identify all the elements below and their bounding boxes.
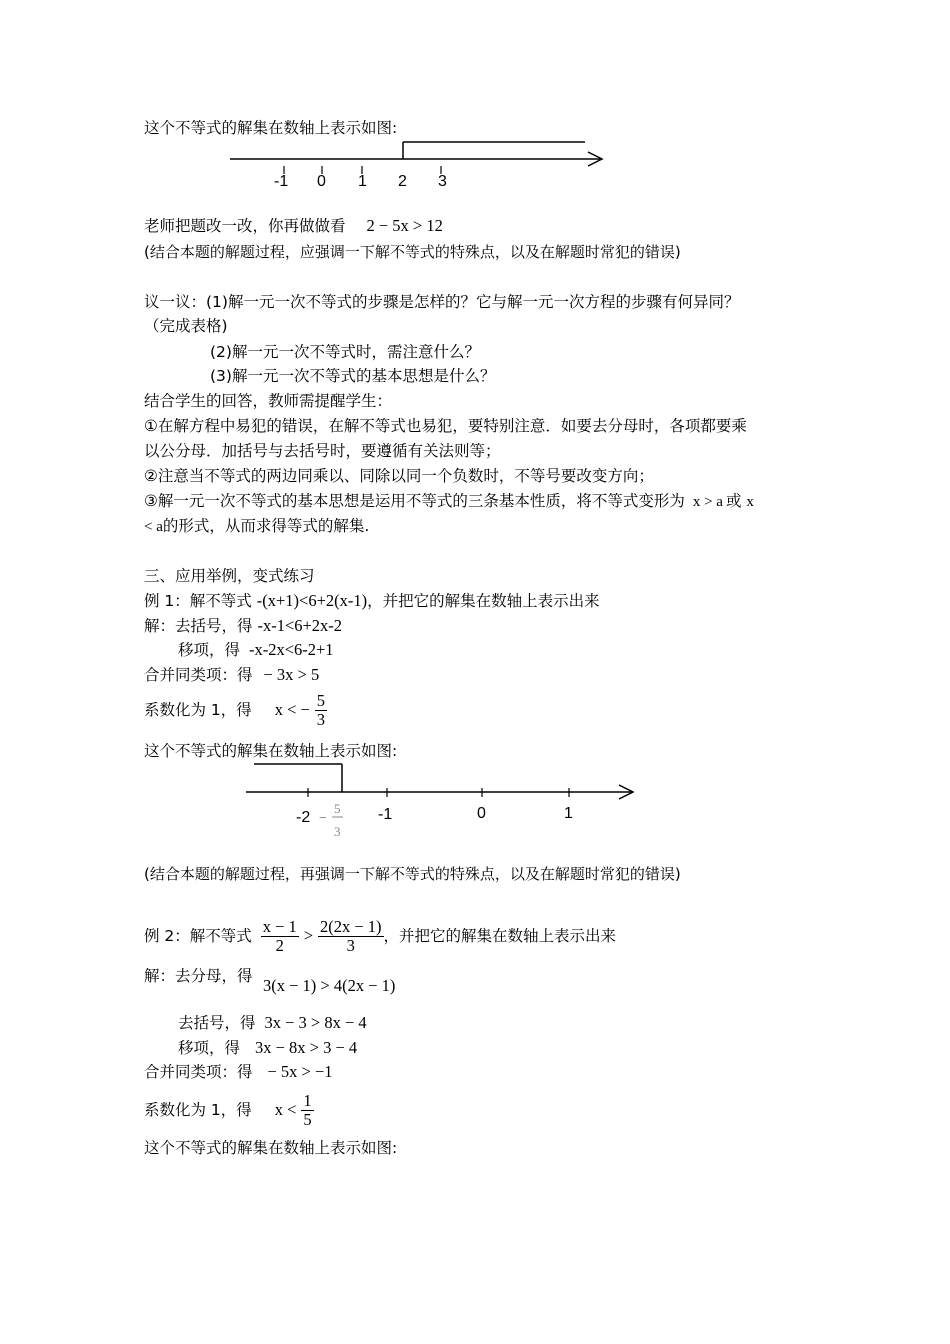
ex2-step2 xyxy=(178,1013,367,1033)
discuss-q1: 议一议：(1)解一元一次不等式的步骤是怎样的？它与解一元一次方程的步骤有何异同？ xyxy=(144,293,740,311)
ex2-step4 xyxy=(144,1062,333,1082)
discuss-q1-cont: （完成表格) xyxy=(144,317,228,335)
p3-or: 或 xyxy=(725,492,742,510)
p3-expr1: x > a xyxy=(692,494,723,510)
ex2-op: > xyxy=(303,926,314,945)
ex1-step4-frac xyxy=(315,692,327,729)
tick-label-0-b: 0 xyxy=(477,805,486,822)
ex1-step2-label: 移项，得 xyxy=(178,641,241,659)
tick-label-1: 1 xyxy=(358,173,367,190)
ex2-step4-label: 合并同类项：得 xyxy=(144,1063,253,1081)
ex2-step5-frac xyxy=(301,1092,313,1129)
ex1-step4-den: 3 xyxy=(316,710,326,729)
ex2-step5-num: 1 xyxy=(303,1091,312,1110)
ex2-step4-expr: − 5x > −1 xyxy=(267,1062,333,1081)
ex2-line xyxy=(144,914,616,958)
intro-note: (结合本题的解题过程，应强调一下解不等式的特殊点，以及在解题时常犯的错误) xyxy=(144,243,681,261)
tick-label-neg1: -1 xyxy=(274,173,289,190)
ex2-step1-expr: 3(x − 1) > 4(2x − 1) xyxy=(263,976,396,995)
tick-label-3: 3 xyxy=(438,173,447,190)
ex1-expr: -(x+1)<6+2(x-1) xyxy=(256,591,368,610)
tick-label-neg2: -2 xyxy=(296,809,311,826)
discuss-p1a: ①在解方程中易犯的错误，在解不等式也易犯，要特别注意．如要去分母时，各项都要乘 xyxy=(144,417,747,435)
ex2-tail: ，并把它的解集在数轴上表示出来 xyxy=(383,927,617,945)
ex1-step3-expr: − 3x > 5 xyxy=(263,665,320,684)
ex2-rhs-num: 2(2x − 1) xyxy=(319,917,382,936)
ex1-step2-expr: -x-2x<6-2+1 xyxy=(248,640,334,659)
ex2-step5-lhs: x < xyxy=(274,1100,297,1119)
ex1-step2 xyxy=(178,640,334,660)
ex2-rhs-frac xyxy=(318,918,384,955)
ex2-step3 xyxy=(178,1038,357,1058)
change-line xyxy=(144,216,443,236)
ex2-step2-expr: 3x − 3 > 8x − 4 xyxy=(264,1013,367,1032)
discuss-p3a-line xyxy=(144,491,754,512)
ex2-rhs-den: 3 xyxy=(346,936,355,955)
section3-title: 三、应用举例，变式练习 xyxy=(144,567,315,585)
ex1-step4-label: 系数化为 1，得 xyxy=(144,701,252,719)
ex2-step5 xyxy=(144,1090,314,1130)
ex2-step1-label: 解：去分母，得 xyxy=(144,967,253,985)
ex1-step4 xyxy=(144,692,327,729)
tick-label-0: 0 xyxy=(317,173,326,190)
ex2-caption: 这个不等式的解集在数轴上表示如图: xyxy=(144,1139,398,1157)
mark-num: 5 xyxy=(334,801,341,816)
ex1-step1-label: 解：去括号，得 xyxy=(144,617,253,635)
discuss-q3: (3)解一元一次不等式的基本思想是什么？ xyxy=(210,367,496,385)
ex2-step3-label: 移项，得 xyxy=(178,1039,241,1057)
change-expr: 2 − 5x > 12 xyxy=(366,216,443,235)
ex2-lhs-num: x − 1 xyxy=(262,917,297,936)
ex2-lhs-frac xyxy=(261,918,299,955)
ex1-step1-expr: -x-1<6+2x-2 xyxy=(257,616,343,635)
change-text: 老师把题改一改，你再做做看 xyxy=(144,217,346,235)
tick-label-1-b: 1 xyxy=(564,805,573,822)
discuss-p3a: ③解一元一次不等式的基本思想是运用不等式的三条基本性质，将不等式变形为 xyxy=(144,492,685,510)
ex1-step1 xyxy=(144,616,342,636)
ex2-step2-label: 去括号，得 xyxy=(178,1014,256,1032)
discuss-p2: ②注意当不等式的两边同乘以、同除以同一个负数时，不等号要改变方向； xyxy=(144,467,654,485)
tick-label-neg1-b: -1 xyxy=(378,806,393,823)
ex2-label: 例 2：解不等式 xyxy=(144,927,252,945)
tick-label-2: 2 xyxy=(398,173,407,190)
p3-x: x xyxy=(746,494,754,510)
ex1-step3 xyxy=(144,665,319,685)
discuss-p1b: 以公分母．加括号与去括号时，要遵循有关法则等； xyxy=(144,442,501,460)
ex1-caption: 这个不等式的解集在数轴上表示如图: xyxy=(144,742,398,760)
ex2-lhs-den: 2 xyxy=(275,936,284,955)
ex2-step5-den: 5 xyxy=(303,1110,312,1129)
ex1-tail: ，并把它的解集在数轴上表示出来 xyxy=(367,592,600,610)
ex2-step3-expr: 3x − 8x > 3 − 4 xyxy=(254,1038,358,1057)
ex1-label: 例 1：解不等式 xyxy=(144,592,252,610)
ex1-note: (结合本题的解题过程，再强调一下解不等式的特殊点，以及在解题时常犯的错误) xyxy=(144,865,681,883)
ex1-step4-lhs: x < − xyxy=(274,700,310,719)
p3b-expr: < a xyxy=(144,519,163,535)
discuss-p3b: 的形式，从而求得等式的解集. xyxy=(162,517,370,535)
ex1-step3-label: 合并同类项：得 xyxy=(144,666,253,684)
ex2-step5-label: 系数化为 1，得 xyxy=(144,1101,252,1119)
discuss-remind: 结合学生的回答，教师需提醒学生： xyxy=(144,392,393,410)
mark-minus: − xyxy=(319,810,327,825)
discuss-p3b-line xyxy=(144,516,369,537)
intro-caption: 这个不等式的解集在数轴上表示如图: xyxy=(144,119,398,137)
mark-den: 3 xyxy=(334,824,341,839)
discuss-q2: (2)解一元一次不等式时，需注意什么？ xyxy=(210,343,480,361)
ex1-line xyxy=(144,591,600,611)
ex1-step4-num: 5 xyxy=(316,691,326,710)
